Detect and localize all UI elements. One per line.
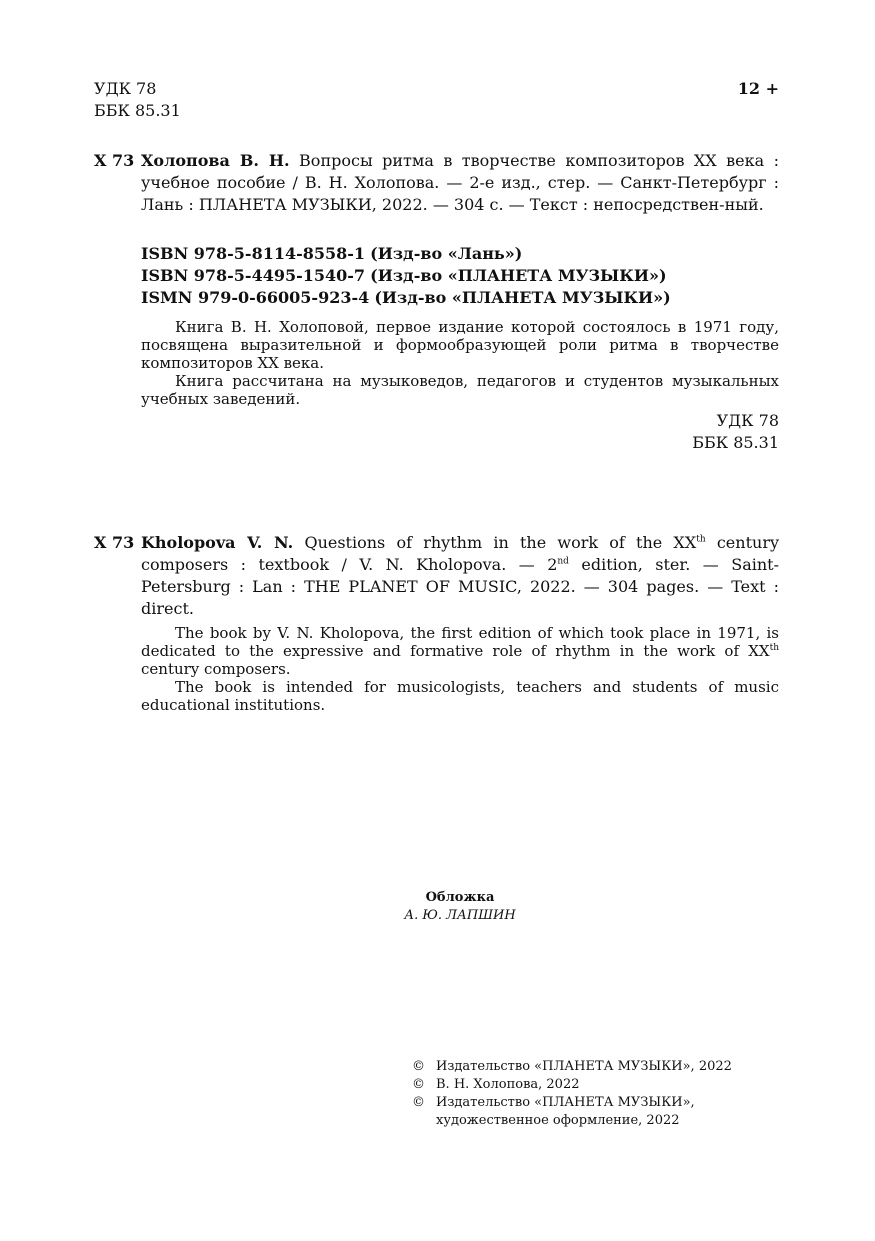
isbn-line — [141, 265, 781, 287]
ru-abstract — [141, 318, 779, 408]
header-udk: УДК 78 — [94, 79, 157, 98]
copyright-text: Издательство «ПЛАНЕТА МУЗЫКИ», художественное оформление, 2022 — [436, 1095, 695, 1128]
en-abstract — [141, 624, 779, 714]
copyright-icon: © — [412, 1077, 425, 1092]
age-rating: 12 + — [737, 79, 779, 98]
cover-credits — [0, 889, 875, 925]
en-description-sup-a: th — [696, 534, 706, 545]
copyright-text: Издательство «ПЛАНЕТА МУЗЫКИ», 2022 — [436, 1059, 732, 1074]
header-udk-bbk — [94, 78, 181, 122]
isbn-line — [141, 287, 781, 309]
ru-udk: УДК 78 — [716, 411, 779, 430]
ru-classification — [692, 410, 779, 454]
en-abstract-paragraph-1 — [141, 624, 779, 678]
isbn-number: ISMN 979-0-66005-923-4 — [141, 288, 370, 307]
cover-label: Обложка — [425, 890, 495, 905]
en-abstract-paragraph-2: The book is intended for musicologists, teachers and students of music educational institutions. — [141, 678, 779, 714]
copyright-line — [412, 1094, 762, 1130]
en-description-sup-b: nd — [557, 556, 569, 567]
copyright-line — [412, 1076, 762, 1094]
en-description-a: Questions of rhythm in the work of the XX — [304, 533, 697, 552]
ru-abstract-paragraph-1: Книга В. Н. Холоповой, первое издание которой состоялось в 1971 году, посвящена выразительной и формообразующей роли ритма в творчестве композиторов ХХ века. — [141, 318, 779, 372]
ru-author: Холопова В. Н. — [141, 151, 290, 170]
ru-catalog-code: Х 73 — [94, 151, 135, 170]
en-abstract-1-sup: th — [769, 643, 779, 653]
isbn-number: ISBN 978-5-8114-8558-1 — [141, 244, 366, 263]
ru-bibliographic-record — [141, 150, 779, 216]
copyright-block — [412, 1058, 762, 1130]
ru-description: Вопросы ритма в творчестве композиторов ХХ века : учебное пособие / В. Н. Холопова. — 2-е изд., стер. — Санкт-Петербург : Лань : ПЛАНЕТА МУЗЫКИ, 2022. — 304 с. — Текст : непосредствен-ный. — [141, 151, 780, 214]
ru-abstract-paragraph-2: Книга рассчитана на музыковедов, педагогов и студентов музыкальных учебных заведений. — [141, 372, 779, 408]
isbn-line — [141, 243, 781, 265]
isbn-number: ISBN 978-5-4495-1540-7 — [141, 266, 366, 285]
header-bbk: ББК 85.31 — [94, 101, 181, 120]
copyright-line — [412, 1058, 762, 1076]
cover-designer: А. Ю. ЛАПШИН — [404, 908, 516, 923]
copyright-text: В. Н. Холопова, 2022 — [436, 1077, 580, 1092]
isbn-publisher: (Изд-во «ПЛАНЕТА МУЗЫКИ») — [370, 266, 667, 285]
en-bibliographic-record — [141, 532, 779, 620]
en-abstract-1a: The book by V. N. Kholopova, the first edition of which took place in 1971, is dedicated to the expressive and formative role of rhythm in the work of XX — [141, 624, 779, 660]
ru-bbk: ББК 85.31 — [692, 433, 779, 452]
ru-isbn-list — [141, 243, 781, 309]
en-description-b: century composers : textbook / V. N. Kholopova. — 2 — [141, 533, 780, 574]
en-description-c: edition, ster. — Saint-Petersburg : Lan : THE PLANET OF MUSIC, 2022. — 304 pages. — Text : direct. — [141, 555, 779, 618]
copyright-icon: © — [412, 1095, 425, 1110]
en-abstract-1b: century composers. — [141, 660, 291, 678]
isbn-publisher: (Изд-во «Лань») — [370, 244, 523, 263]
isbn-publisher: (Изд-во «ПЛАНЕТА МУЗЫКИ») — [374, 288, 671, 307]
copyright-icon: © — [412, 1059, 425, 1074]
en-catalog-code: Х 73 — [94, 533, 135, 552]
en-author: Kholopova V. N. — [141, 533, 294, 552]
